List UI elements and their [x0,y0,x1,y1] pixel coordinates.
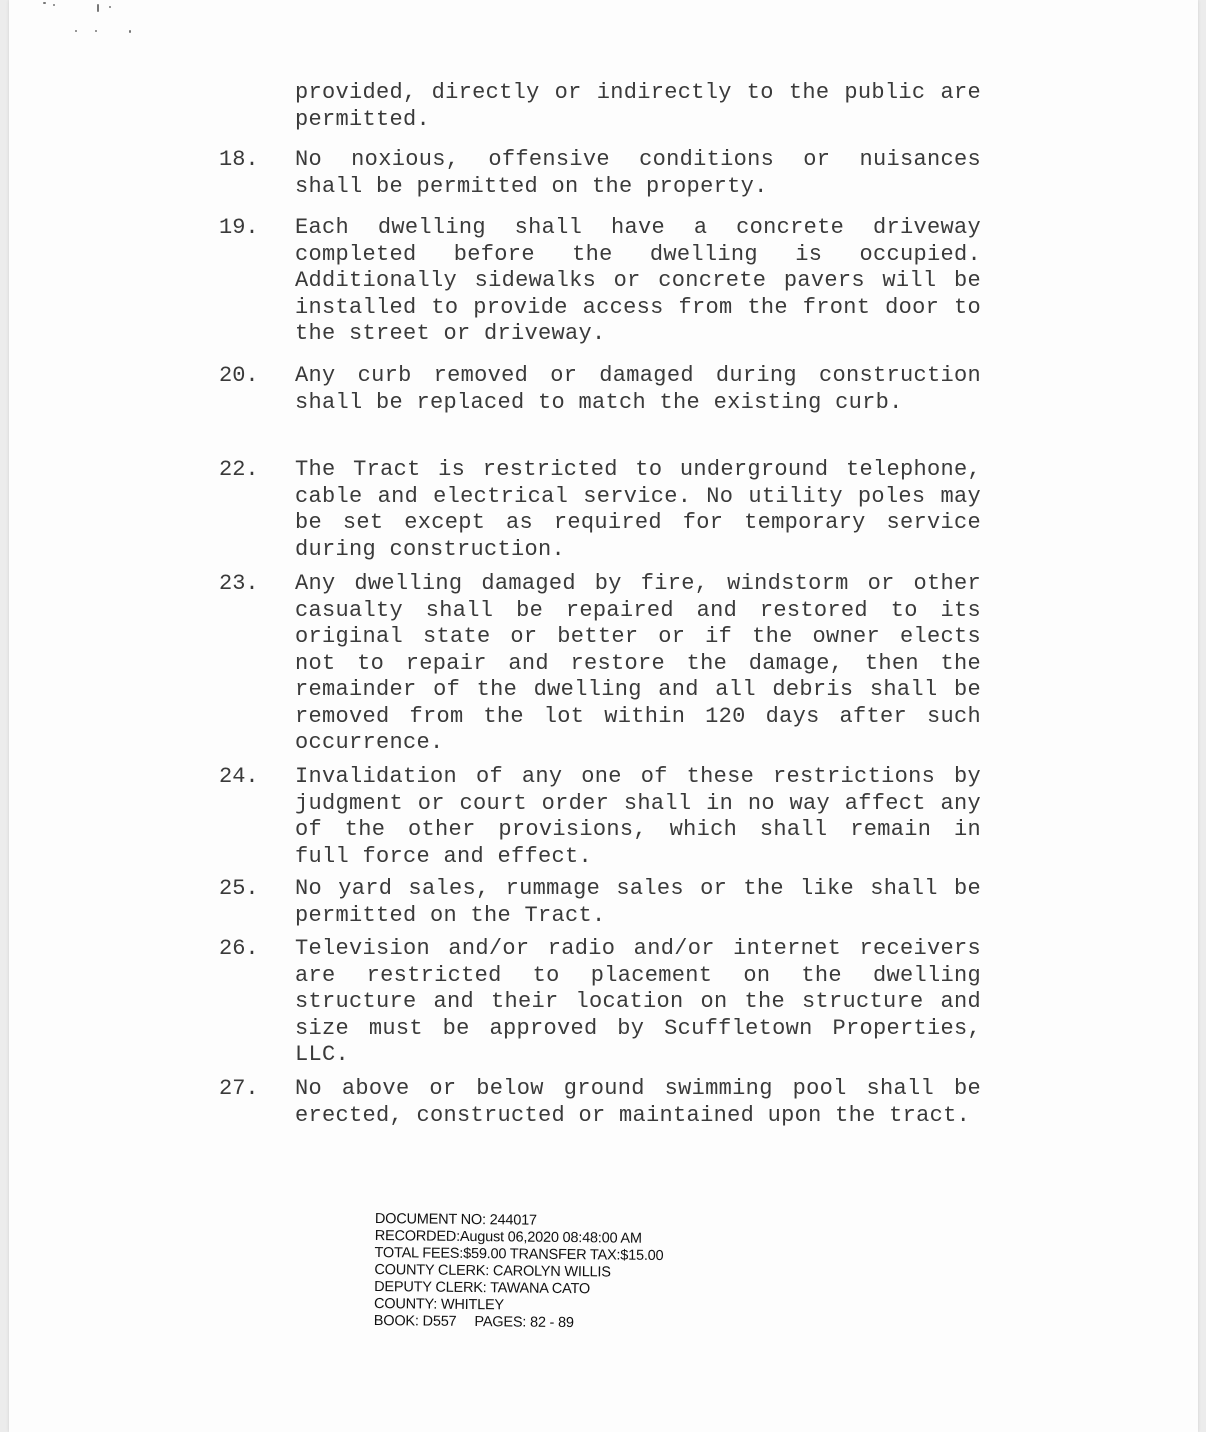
clause-23 [219,571,981,757]
clause-number: 24. [219,764,259,789]
clause-26 [219,936,981,1069]
clause-text: No yard sales, rummage sales or the like shall be permitted on the Tract. [295,876,981,928]
clause-text: Any dwelling damaged by fire, windstorm or other casualty shall be repaired and restored to its original state or better or if the owner elects not to repair and restore the damage, then the remainder of the dwelling and all debris shall be removed from the lot within 120 days after such occurrence. [295,571,981,755]
stamp-book: BOOK: D557 [373,1312,457,1330]
clause-number: 22. [219,457,259,482]
clause-number: 23. [219,571,259,596]
scan-specks [39,0,179,40]
clause-19 [219,215,981,348]
clause-20 [219,363,981,416]
clause-number: 27. [219,1076,259,1101]
clause-text: Television and/or radio and/or internet receivers are restricted to placement on the dwelling structure and their location on the structure and size must be approved by Scuffletown Properties, LLC. [295,936,981,1067]
clause-25 [219,876,981,929]
continuation-text: provided, directly or indirectly to the public are permitted. [295,80,981,132]
stamp-county: COUNTY: WHITLEY [373,1295,505,1314]
clause-text: No noxious, offensive conditions or nuisances shall be permitted on the property. [295,147,981,199]
clause-text: Any curb removed or damaged during construction shall be replaced to match the existing curb. [295,363,981,415]
clause-text: Each dwelling shall have a concrete driveway completed before the dwelling is occupied. Additionally sidewalks or concrete pavers will be installed to provide access from the front door to the street or driveway. [295,215,981,346]
stamp-county-clerk: COUNTY CLERK: CAROLYN WILLIS [374,1261,611,1281]
stamp-book-pages [374,1313,734,1334]
stamp-deputy-clerk: DEPUTY CLERK: TAWANA CATO [374,1278,591,1298]
stamp-fees: TOTAL FEES:$59.00 TRANSFER TAX:$15.00 [374,1244,664,1265]
clause-text: Invalidation of any one of these restrictions by judgment or court order shall in no way affect any of the other provisions, which shall remain in full force and effect. [295,764,981,869]
clause-text: No above or below ground swimming pool shall be erected, constructed or maintained upon the tract. [295,1076,981,1128]
stamp-recorded: RECORDED:August 06,2020 08:48:00 AM [374,1227,642,1247]
recording-stamp [374,1211,735,1334]
continuation-paragraph [295,80,981,133]
clause-number: 18. [219,147,259,172]
clause-text: The Tract is restricted to underground telephone, cable and electrical service. No utility poles may be set except as required for temporary service during construction. [295,457,981,562]
clause-number: 20. [219,363,259,388]
stamp-document-no: DOCUMENT NO: 244017 [374,1211,537,1229]
document-page [9,0,1198,1432]
stamp-pages: PAGES: 82 - 89 [474,1314,574,1332]
clause-22 [219,457,981,563]
clause-number: 25. [219,876,259,901]
clause-27 [219,1076,981,1129]
clause-number: 26. [219,936,259,961]
clause-18 [219,147,981,200]
clause-number: 19. [219,215,259,240]
clause-24 [219,764,981,870]
